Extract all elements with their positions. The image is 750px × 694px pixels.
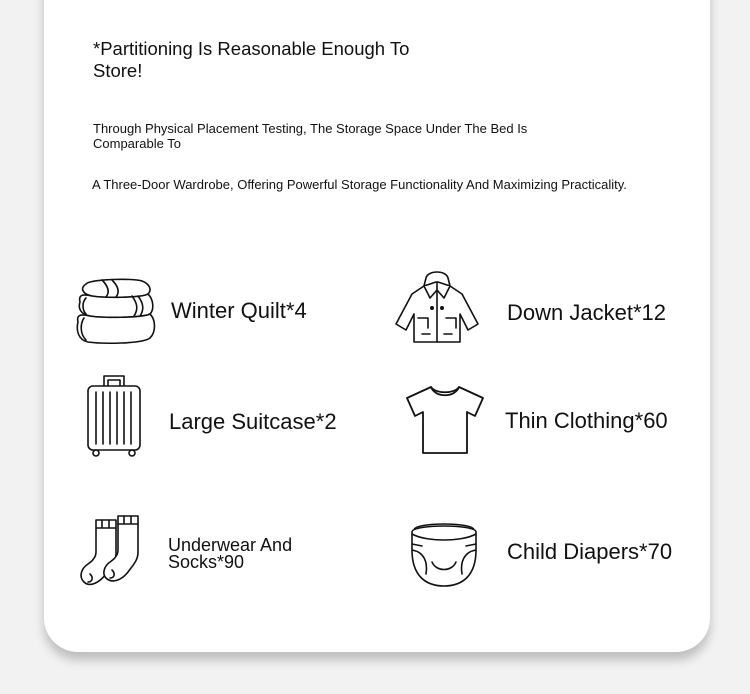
underwear-socks-label: Underwear And Socks*90 xyxy=(168,535,293,572)
down-jacket-label: Down Jacket*12 xyxy=(507,300,666,325)
child-diapers-label: Child Diapers*70 xyxy=(507,539,673,564)
diaper-icon xyxy=(406,520,482,590)
socks-icon xyxy=(78,514,144,590)
suitcase-icon xyxy=(84,374,144,458)
headline: *Partitioning Is Reasonable Enough To Store! xyxy=(93,38,410,81)
thin-clothing-label: Thin Clothing*60 xyxy=(505,408,668,433)
description-paragraph-2: A Three-Door Wardrobe, Offering Powerful Storage Functionality And Maximizing Practicality. xyxy=(92,177,627,192)
t-shirt-icon xyxy=(403,384,487,456)
jacket-icon xyxy=(392,268,482,346)
description-paragraph-1: Through Physical Placement Testing, The Storage Space Under The Bed Is Comparable To xyxy=(93,121,528,151)
large-suitcase-label: Large Suitcase*2 xyxy=(169,409,337,434)
folded-quilt-icon xyxy=(72,276,156,348)
winter-quilt-label: Winter Quilt*4 xyxy=(171,298,307,323)
